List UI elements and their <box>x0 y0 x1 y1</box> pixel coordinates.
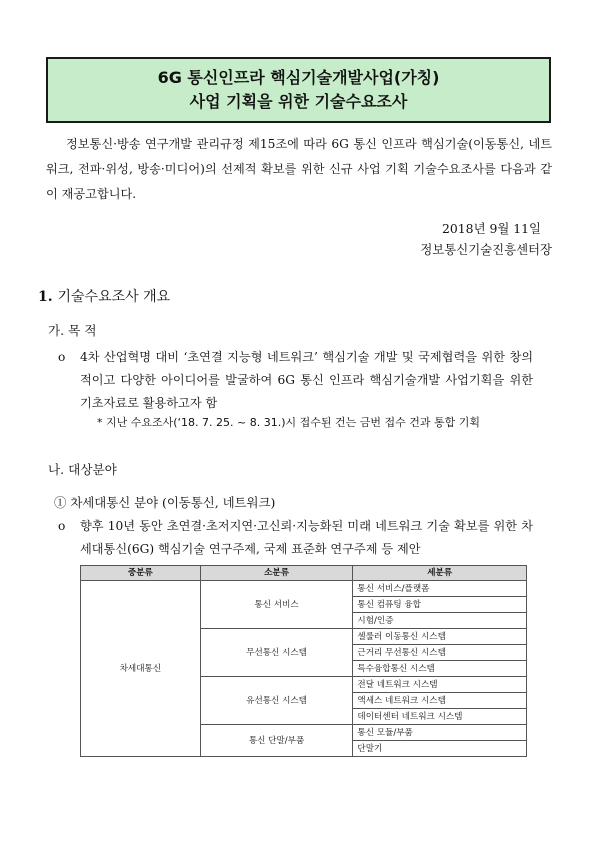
title-box <box>46 57 551 123</box>
purpose-note: * 지난 수요조사(‘18. 7. 25. ~ 8. 31.)시 접수된 건는 금번 접수 건과 통합 기획 <box>97 416 480 429</box>
main-category-cell: 차세대통신 <box>81 581 201 757</box>
sub-category-cell: 통신 서비스 <box>200 581 353 629</box>
purpose-heading: 가. 목 적 <box>48 323 97 338</box>
purpose-bullet <box>58 346 533 415</box>
detail-cell: 데이터센터 네트워크 시스템 <box>353 709 527 725</box>
section-1-heading <box>38 286 170 306</box>
bullet-mark: o <box>58 350 66 364</box>
detail-cell: 통신 컴퓨팅 융합 <box>353 597 527 613</box>
detail-cell: 시험/인증 <box>353 613 527 629</box>
section-title: 기술수요조사 개요 <box>57 289 171 305</box>
target-text: 향후 10년 동안 초연결·초저지연·고신뢰·지능화된 미래 네트워크 기술 확보를 위한 차세대통신(6G) 핵심기술 연구주제, 국제 표준화 연구주제 등 제안 <box>80 519 533 556</box>
header-main-category: 중분류 <box>81 566 201 581</box>
detail-cell: 단말기 <box>353 741 527 757</box>
target-bullet <box>58 515 533 561</box>
detail-cell: 통신 모듈/부품 <box>353 725 527 741</box>
intro-paragraph <box>46 132 552 207</box>
target-item-1: ① 차세대통신 분야 (이동통신, 네트워크) <box>54 495 276 510</box>
detail-cell: 통신 서비스/플랫폼 <box>353 581 527 597</box>
table-row <box>81 581 527 597</box>
purpose-text: 4차 산업혁명 대비 ‘초연결 지능형 네트워크’ 핵심기술 개발 및 국제협력을 위한 창의적이고 다양한 아이디어를 발굴하여 6G 통신 인프라 핵심기술개발 사업기획을 위한 기초자료로 활용하고자 함 <box>80 350 533 410</box>
title-line-2: 사업 기획을 위한 기술수요조사 <box>189 92 408 111</box>
target-heading: 나. 대상분야 <box>48 462 117 477</box>
sub-category-cell: 무선통신 시스템 <box>200 629 353 677</box>
header-sub-category: 소분류 <box>200 566 353 581</box>
header-detail-category: 세분류 <box>353 566 527 581</box>
table-header-row <box>81 566 527 581</box>
bullet-mark: o <box>58 519 66 533</box>
section-number: 1. <box>38 289 53 305</box>
detail-cell: 전달 네트워크 시스템 <box>353 677 527 693</box>
sub-category-cell: 통신 단말/부품 <box>200 725 353 757</box>
issuer-name: 정보통신기술진흥센터장 <box>420 242 552 257</box>
sub-category-cell: 유선통신 시스템 <box>200 677 353 725</box>
detail-cell: 특수융합통신 시스템 <box>353 661 527 677</box>
detail-cell: 셀룰러 이동통신 시스템 <box>353 629 527 645</box>
intro-text: 정보통신·방송 연구개발 관리규정 제15조에 따라 6G 통신 인프라 핵심기술(이동통신, 네트워크, 전파·위성, 방송·미디어)의 선제적 확보를 위한 신규 사업 기획 기술수요조사를 다음과 같이 재공고합니다. <box>46 137 552 201</box>
detail-cell: 근거리 무선통신 시스템 <box>353 645 527 661</box>
target-table <box>80 565 527 757</box>
detail-cell: 액세스 네트워크 시스템 <box>353 693 527 709</box>
title-line-1: 6G 통신인프라 핵심기술개발사업(가칭) <box>157 68 440 87</box>
announcement-date: 2018년 9월 11일 <box>442 221 541 236</box>
